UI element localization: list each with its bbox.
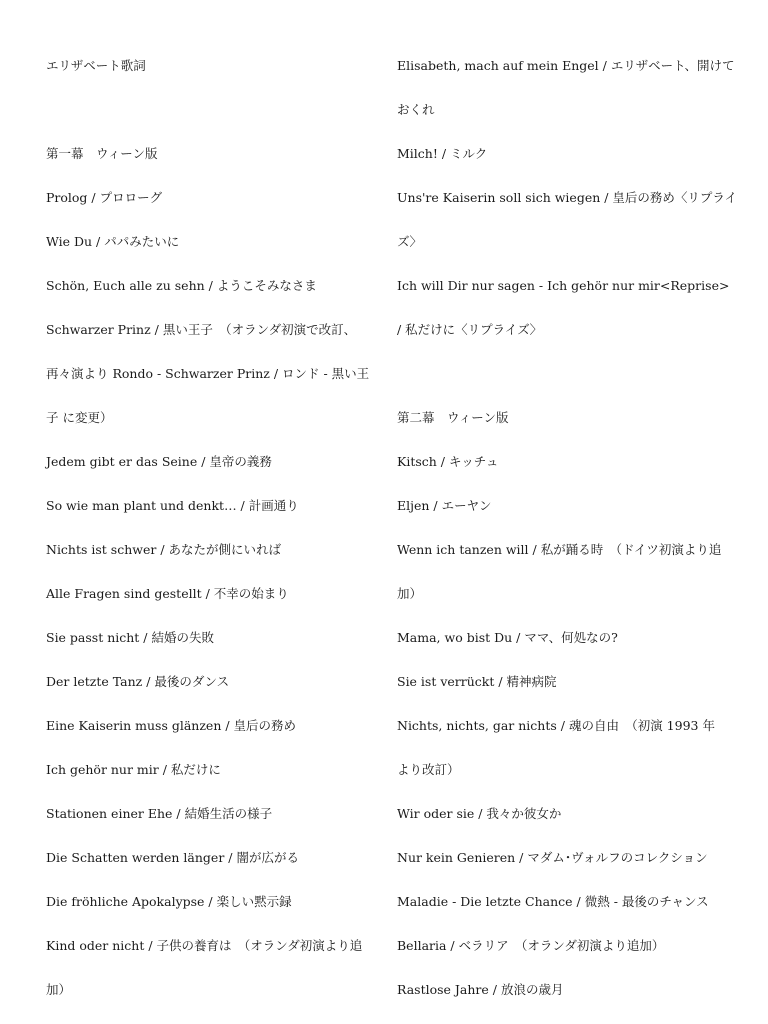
right-column [397, 44, 738, 1012]
song-line: より改訂） [397, 762, 460, 777]
act-one-heading: 第一幕 ウィーン版 [46, 146, 158, 161]
song-line: Nur kein Genieren / マダム･ヴォルフのコレクション [397, 850, 708, 865]
song-line: Wir oder sie / 我々か彼女か [397, 806, 562, 821]
act-two-heading: 第二幕 ウィーン版 [397, 410, 509, 425]
song-line: Stationen einer Ehe / 結婚生活の様子 [46, 806, 273, 821]
song-line: Wie Du / パパみたいに [46, 234, 180, 249]
song-line: Maladie - Die letzte Chance / 微熱 - 最後のチャンス [397, 894, 709, 909]
song-line: Prolog / プロローグ [46, 190, 163, 205]
song-line: Elisabeth, mach auf mein Engel / エリザベート、開けて [397, 58, 735, 73]
song-line: Sie passt nicht / 結婚の失敗 [46, 630, 214, 645]
song-line: Milch! / ミルク [397, 146, 488, 161]
song-line: Wenn ich tanzen will / 私が踊る時 （ドイツ初演より追 [397, 542, 722, 557]
song-line: Schön, Euch alle zu sehn / ようこそみなさま [46, 278, 317, 293]
song-line: Sie ist verrückt / 精神病院 [397, 674, 557, 689]
song-line: Rastlose Jahre / 放浪の歳月 [397, 982, 564, 997]
song-line: So wie man plant und denkt… / 計画通り [46, 498, 299, 513]
song-line: Der letzte Tanz / 最後のダンス [46, 674, 230, 689]
song-line: 子 に変更） [46, 410, 113, 425]
song-line: / 私だけに〈リプライズ〉 [397, 322, 543, 337]
song-line: Schwarzer Prinz / 黒い王子 （オランダ初演で改訂、 [46, 322, 357, 337]
document-title: エリザベート歌詞 [46, 58, 146, 73]
left-column [46, 44, 378, 1012]
song-line: Eljen / エーヤン [397, 498, 492, 513]
song-line: おくれ [397, 102, 435, 117]
blank-line [46, 88, 378, 132]
song-line: Eine Kaiserin muss glänzen / 皇后の務め [46, 718, 297, 733]
song-line: 加） [397, 586, 423, 601]
song-line: Nichts, nichts, gar nichts / 魂の自由 （初演 1993 年 [397, 718, 715, 733]
song-line: ズ〉 [397, 234, 423, 249]
song-line: Ich gehör nur mir / 私だけに [46, 762, 221, 777]
song-line: Alle Fragen sind gestellt / 不幸の始まり [46, 586, 289, 601]
song-line: 再々演より Rondo - Schwarzer Prinz / ロンド - 黒い王 [46, 366, 370, 381]
blank-line [397, 352, 729, 396]
song-line: Uns're Kaiserin soll sich wiegen / 皇后の務め〈リプライ [397, 190, 738, 205]
song-line: Bellaria / ベラリア （オランダ初演より追加） [397, 938, 665, 953]
song-line: Nichts ist schwer / あなたが側にいれば [46, 542, 282, 557]
song-line: Mama, wo bist Du / ママ、何処なの? [397, 630, 618, 645]
song-line: Jedem gibt er das Seine / 皇帝の義務 [46, 454, 272, 469]
song-line: 加） [46, 982, 72, 997]
song-line: Die fröhliche Apokalypse / 楽しい黙示録 [46, 894, 292, 909]
song-line: Ich will Dir nur sagen - Ich gehör nur mir<Reprise> [397, 278, 730, 293]
song-line: Kind oder nicht / 子供の養育は （オランダ初演より追 [46, 938, 363, 953]
song-line: Kitsch / キッチュ [397, 454, 499, 469]
song-line: Die Schatten werden länger / 闇が広がる [46, 850, 299, 865]
